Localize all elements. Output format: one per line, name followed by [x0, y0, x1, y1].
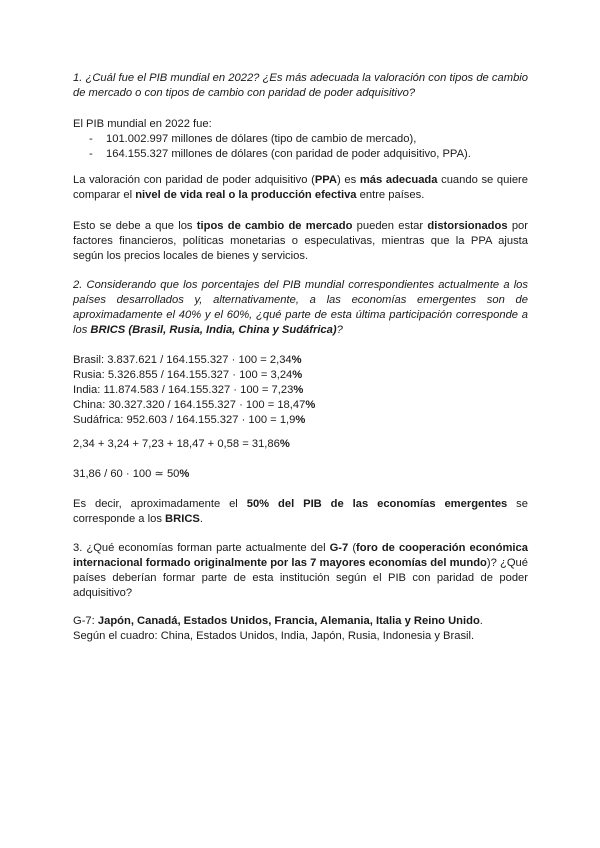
text-span: .: [479, 615, 483, 627]
bold-ppa: PPA: [314, 174, 338, 186]
text-span: G-7:: [73, 615, 98, 627]
text-span: cuando se quiere comparar el: [73, 174, 528, 201]
question-3: [73, 541, 528, 601]
q1-paragraph-tipos: [73, 219, 528, 264]
q1-paragraph-ppa: [73, 173, 528, 203]
sum-text: 2,34 + 3,24 + 7,23 + 18,47 + 0,58 = 31,86: [73, 438, 280, 450]
question-1: 1. ¿Cuál fue el PIB mundial en 2022? ¿Es más adecuada la valoración con tipos de cambio de mercado o con tipos de cambio con paridad de poder adquisitivo?: [73, 72, 528, 99]
calc-text: Sudáfrica: 952.603 / 164.155.327 · 100 = 1,9: [73, 414, 296, 426]
calc-line: [73, 383, 528, 398]
calc-pct: %: [292, 369, 303, 381]
list-item: - 164.155.327 millones de dólares (con paridad de poder adquisitivo, PPA).: [73, 147, 528, 162]
bold-50-percent: 50% del PIB de las economías emergentes: [246, 498, 508, 510]
text-span: .: [199, 513, 203, 525]
q2-conclusion: [73, 497, 528, 527]
bold-tipos-de-cambio: tipos de cambio de mercado: [196, 220, 353, 232]
calc-text: India: 11.874.583 / 164.155.327 · 100 = 7,23: [73, 384, 294, 396]
text-span: ) es: [337, 174, 360, 186]
bold-nivel-de-vida: nivel de vida real o la producción efectiva: [135, 189, 357, 201]
bold-distorsionados: distorsionados: [427, 220, 508, 232]
bold-g7: G-7: [329, 542, 349, 554]
calc-text: China: 30.327.320 / 164.155.327 · 100 = 18,47: [73, 399, 306, 411]
ratio-pct: %: [179, 468, 190, 480]
text-span: (: [348, 542, 357, 554]
ratio-text: 31,86 / 60 · 100 ≃ 50: [73, 468, 180, 480]
segun-cuadro: Según el cuadro: China, Estados Unidos, India, Japón, Rusia, Indonesia y Brasil.: [73, 630, 475, 642]
text-span: La valoración con paridad de poder adquisitivo (: [73, 174, 315, 186]
bold-foro-definition: foro de cooperación económica internacional formado originalmente por las 7 mayores economías del mundo: [73, 542, 528, 569]
calc-line: [73, 413, 528, 428]
text-span: entre países.: [356, 189, 425, 201]
calc-text: Rusia: 5.326.855 / 164.155.327 · 100 = 3,24: [73, 369, 293, 381]
question-2: [73, 278, 528, 338]
text-span: pueden estar: [352, 220, 428, 232]
text-span: ?: [336, 324, 343, 336]
calc-line: [73, 398, 528, 413]
text-span: Esto se debe a que los: [73, 220, 197, 232]
q1-list: [73, 132, 528, 162]
bold-mas-adecuada: más adecuada: [359, 174, 438, 186]
bold-g7-countries: Japón, Canadá, Estados Unidos, Francia, Alemania, Italia y Reino Unido: [97, 615, 480, 627]
brics-calculations: [73, 353, 528, 428]
calc-pct: %: [291, 354, 302, 366]
bold-brics: BRICS (Brasil, Rusia, India, China y Sudáfrica): [90, 324, 337, 336]
q1-intro: El PIB mundial en 2022 fue:: [73, 118, 212, 130]
text-span: 2. Considerando que los porcentajes del PIB mundial correspondientes actualmente a los países desarrollados y, alternativamente, a las economías emergentes son de aproximadamente el 40% y el 60%, ¿qué parte de esta última participación corresponde a los: [73, 279, 528, 336]
text-span: se corresponde a los: [73, 498, 528, 525]
text-span: )? ¿Qué países deberían formar parte de esta institución según el PIB con paridad de poder adquisitivo?: [73, 557, 528, 599]
text-span: Es decir, aproximadamente el: [73, 498, 247, 510]
calc-line: [73, 368, 528, 383]
sum-pct: %: [279, 438, 290, 450]
text-span: 3. ¿Qué economías forman parte actualmente del: [73, 542, 330, 554]
ratio-line: [73, 467, 528, 482]
calc-text: Brasil: 3.837.621 / 164.155.327 · 100 = 2,34: [73, 354, 292, 366]
calc-pct: %: [295, 414, 306, 426]
calc-pct: %: [305, 399, 316, 411]
list-item: - 101.002.997 millones de dólares (tipo de cambio de mercado),: [73, 132, 528, 147]
bold-brics: BRICS: [165, 513, 200, 525]
calc-line: [73, 353, 528, 368]
calc-pct: %: [293, 384, 304, 396]
sum-line: [73, 437, 528, 452]
text-span: por factores financieros, políticas monetarias o especulativas, mientras que la PPA ajusta según los precios locales de bienes y servicios.: [73, 220, 528, 262]
g7-members: [73, 614, 528, 629]
